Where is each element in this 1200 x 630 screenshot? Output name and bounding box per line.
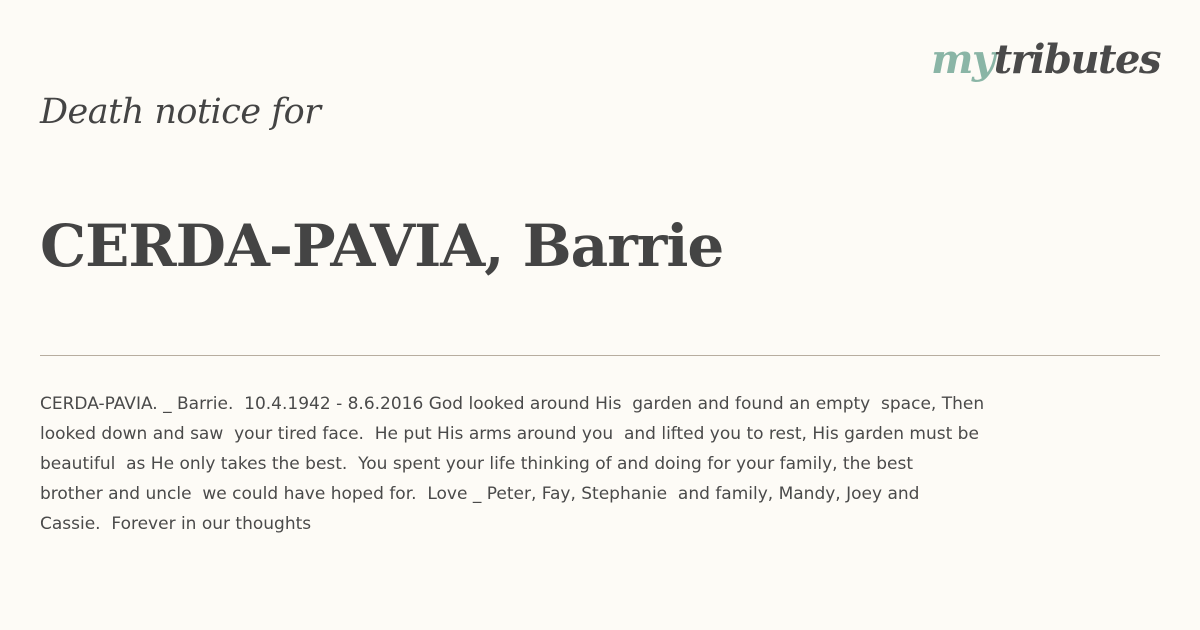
logo-prefix: my <box>931 36 994 83</box>
notice-line: Cassie. Forever in our thoughts <box>40 514 312 534</box>
divider <box>40 355 1160 356</box>
logo-suffix: tributes <box>993 36 1160 83</box>
notice-text <box>40 389 1160 539</box>
page-kicker: Death notice for <box>40 92 321 132</box>
notice-line: CERDA-PAVIA. _ Barrie. 10.4.1942 - 8.6.2016 God looked around His garden and found an empty space, Then <box>40 394 985 414</box>
deceased-name: CERDA-PAVIA, Barrie <box>40 212 724 280</box>
notice-line: beautiful as He only takes the best. You spent your life thinking of and doing for your family, the best <box>40 454 914 474</box>
mytributes-logo[interactable] <box>931 36 1160 84</box>
notice-line: looked down and saw your tired face. He put His arms around you and lifted you to rest, His garden must be <box>40 424 979 444</box>
notice-line: brother and uncle we could have hoped for. Love _ Peter, Fay, Stephanie and family, Mandy, Joey and <box>40 484 920 504</box>
